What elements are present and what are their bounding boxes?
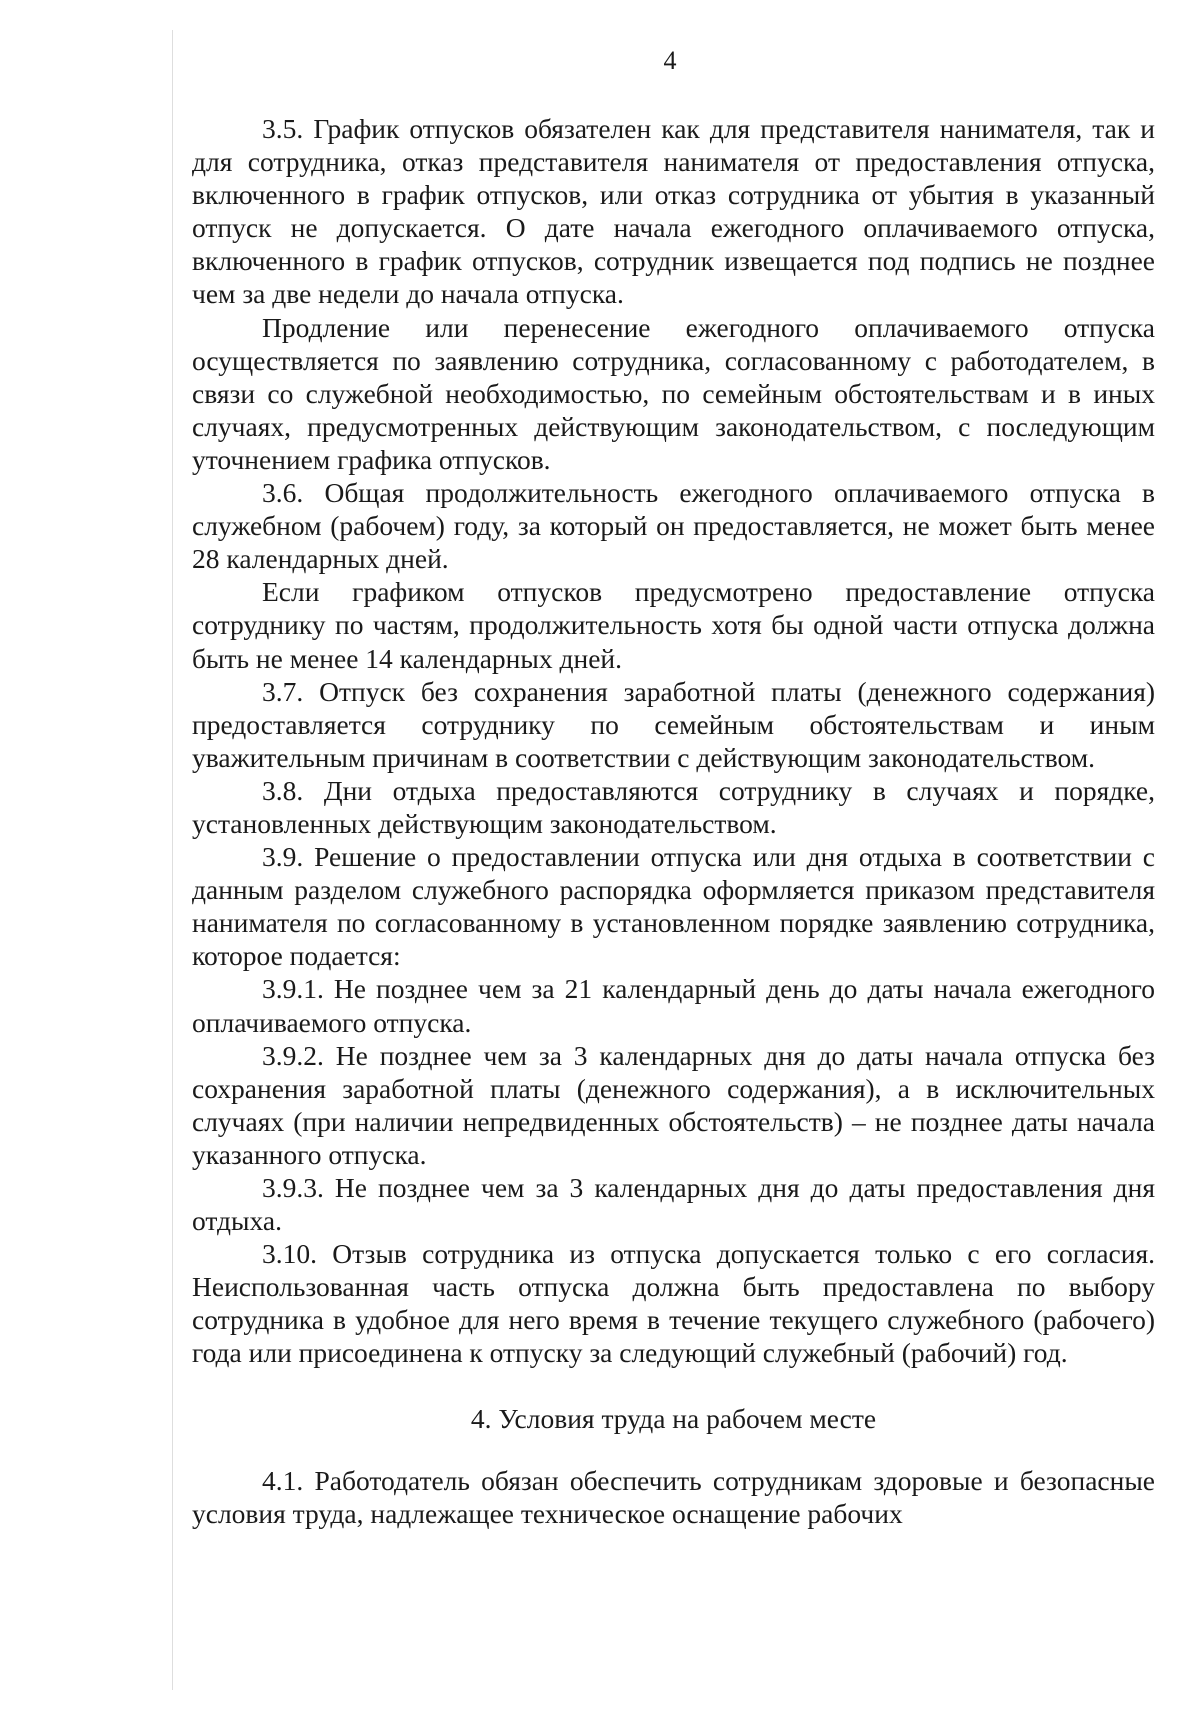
paragraph-4-1: 4.1. Работодатель обязан обеспечить сотрудникам здоровые и безопасные условия труда, надлежащее техническое оснащение рабочих — [192, 1464, 1155, 1529]
paragraph-3-9-1: 3.9.1. Не позднее чем за 21 календарный день до даты начала ежегодного оплачиваемого отпуска. — [192, 973, 1155, 1038]
paragraph-3-5: 3.5. График отпусков обязателен как для представителя нанимателя, так и для сотрудника, отказ представителя нанимателя от предоставления отпуска, включенного в график отпусков, или отказ сотрудника от убытия в указанный отпуск не допускается. О дате начала ежегодного оплачиваемого отпуска, включенного в график отпусков, сотрудник извещается под подпись не позднее чем за две недели до начала отпуска. — [192, 113, 1155, 310]
paragraph-3-9-2: 3.9.2. Не позднее чем за 3 календарных дня до даты начала отпуска без сохранения заработной платы (денежного содержания), а в исключительных случаях (при наличии непредвиденных обстоятельств) – не позднее даты начала указанного отпуска. — [192, 1039, 1155, 1170]
paragraph-3-8: 3.8. Дни отдыха предоставляются сотруднику в случаях и порядке, установленных действующим законодательством. — [192, 774, 1155, 839]
paragraph-3-7: 3.7. Отпуск без сохранения заработной платы (денежного содержания) предоставляется сотруднику по семейным обстоятельствам и иным уважительным причинам в соответствии с действующим законодательством. — [192, 675, 1155, 773]
paragraph-3-5-extension: Продление или перенесение ежегодного оплачиваемого отпуска осуществляется по заявлению сотрудника, согласованному с работодателем, в связи со служебной необходимостью, по семейным обстоятельствам и в иных случаях, предусмотренных действующим законодательством, с последующим уточнением графика отпусков. — [192, 311, 1155, 475]
paragraph-3-9-3: 3.9.3. Не позднее чем за 3 календарных дня до даты предоставления дня отдыха. — [192, 1172, 1155, 1237]
paragraph-3-6: 3.6. Общая продолжительность ежегодного оплачиваемого отпуска в служебном (рабочем) году, за который он предоставляется, не может быть менее 28 календарных дней. — [192, 477, 1155, 575]
paragraph-3-9: 3.9. Решение о предоставлении отпуска или дня отдыха в соответствии с данным разделом служебного распорядка оформляется приказом представителя нанимателя по согласованному в установленном порядке заявлению сотрудника, которое подается: — [192, 841, 1155, 972]
scan-margin-line — [172, 30, 173, 1690]
document-body — [192, 112, 1155, 1530]
paragraph-3-6-parts: Если графиком отпусков предусмотрено предоставление отпуска сотруднику по частям, продолжительность хотя бы одной части отпуска должна быть не менее 14 календарных дней. — [192, 576, 1155, 674]
page-number: 4 — [663, 46, 677, 75]
section-heading: 4. Условия труда на рабочем месте — [470, 1402, 877, 1434]
paragraph-3-10: 3.10. Отзыв сотрудника из отпуска допускается только с его согласия. Неиспользованная часть отпуска должна быть предоставлена по выбору сотрудника в удобное для него время в течение текущего служебного (рабочего) года или присоединена к отпуску за следующий служебный (рабочий) год. — [192, 1238, 1155, 1369]
